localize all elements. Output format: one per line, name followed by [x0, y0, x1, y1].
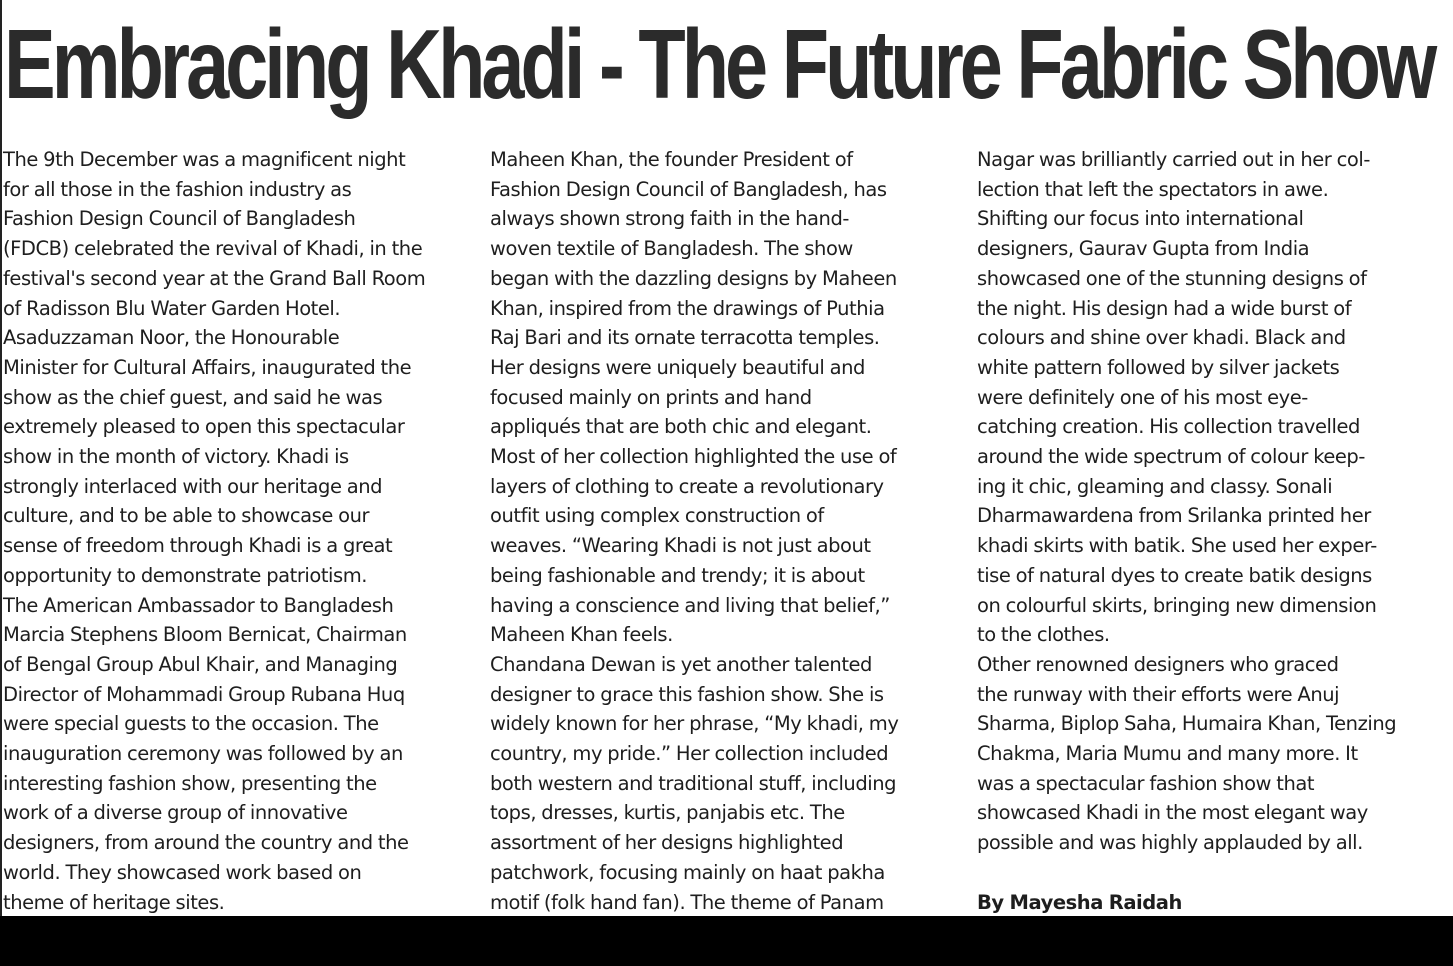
article-column-1: [3, 145, 463, 916]
left-border-rule: [0, 0, 2, 916]
article-column-2: [490, 145, 950, 916]
column-3-paragraph-3: Other renowned designers who graced the runway with their efforts were Anuj Sharma, Biplop Saha, Humaira Khan, Tenzing Chakma, Maria Mumu and many more. It was a spectacular fashion show that showcased Khadi in the most elegant way possible and was highly applauded by all.: [977, 652, 1397, 855]
column-2-paragraph-2: Chandana Dewan is yet another talented designer to grace this fashion show. She is widely known for her phrase, “My khadi, my country, my pride.” Her collection included both western and traditional stuff, including tops, dresses, kurtis, panjabis etc. The assortment of her designs highlighted patchwork, focusing mainly on haat pakha motif (folk hand fan). The theme of Panam: [490, 652, 899, 914]
article-byline: By Mayesha Raidah: [977, 890, 1182, 914]
column-2-paragraph-1: Maheen Khan, the founder President of Fashion Design Council of Bangladesh, has always shown strong faith in the hand- woven textile of Bangladesh. The show began with the dazzling designs by Maheen Khan, inspired from the drawings of Puthia Raj Bari and its ornate terracotta temples. Her designs were uniquely beautiful and focused mainly on prints and hand appliqués that are both chic and elegant. Most of her collection highlighted the use of layers of clothing to create a revolutionary outfit using complex construction of weaves. “Wearing Khadi is not just about being fashionable and trendy; it is about having a conscience and living that belief,” Maheen Khan feels.: [490, 148, 897, 647]
column-3-paragraph-1: Nagar was brilliantly carried out in her col- lection that left the spectators in awe.: [977, 148, 1370, 201]
column-1-paragraph-1: The 9th December was a magnificent night for all those in the fashion industry as Fashion Design Council of Bangladesh (FDCB) celebrated the revival of Khadi, in the festival's second year at the Grand Ball Room of Radisson Blu Water Garden Hotel. Asaduzzaman Noor, the Honourable Minister for Cultural Affairs, inaugurated the show as the chief guest, and said he was extremely pleased to open this spectacular show in the month of victory. Khadi is strongly interlaced with our heritage and culture, and to be able to showcase our sense of freedom through Khadi is a great opportunity to demonstrate patriotism.: [3, 148, 426, 587]
column-1-paragraph-2: The American Ambassador to Bangladesh Marcia Stephens Bloom Bernicat, Chairman of Bengal Group Abul Khair, and Managing Director of Mohammadi Group Rubana Huq were special guests to the occasion. The inauguration ceremony was followed by an interesting fashion show, presenting the work of a diverse group of innovative designers, from around the country and the world. They showcased work based on theme of heritage sites.: [3, 593, 409, 914]
column-3-paragraph-2: Shifting our focus into international designers, Gaurav Gupta from India showcased one of the stunning designs of the night. His design had a wide burst of colours and shine over khadi. Black and white pattern followed by silver jackets were definitely one of his most eye- catching creation. His collection travelled around the wide spectrum of colour keep- ing it chic, gleaming and classy. Sonali Dharmawardena from Srilanka printed her khadi skirts with batik. She used her exper- tise of natural dyes to create batik designs on colourful skirts, bringing new dimension to the clothes.: [977, 207, 1377, 647]
bottom-black-bar: [0, 916, 1453, 966]
article-headline: Embracing Khadi - The Future Fabric Show: [4, 9, 1434, 119]
article-column-3: [977, 145, 1437, 916]
